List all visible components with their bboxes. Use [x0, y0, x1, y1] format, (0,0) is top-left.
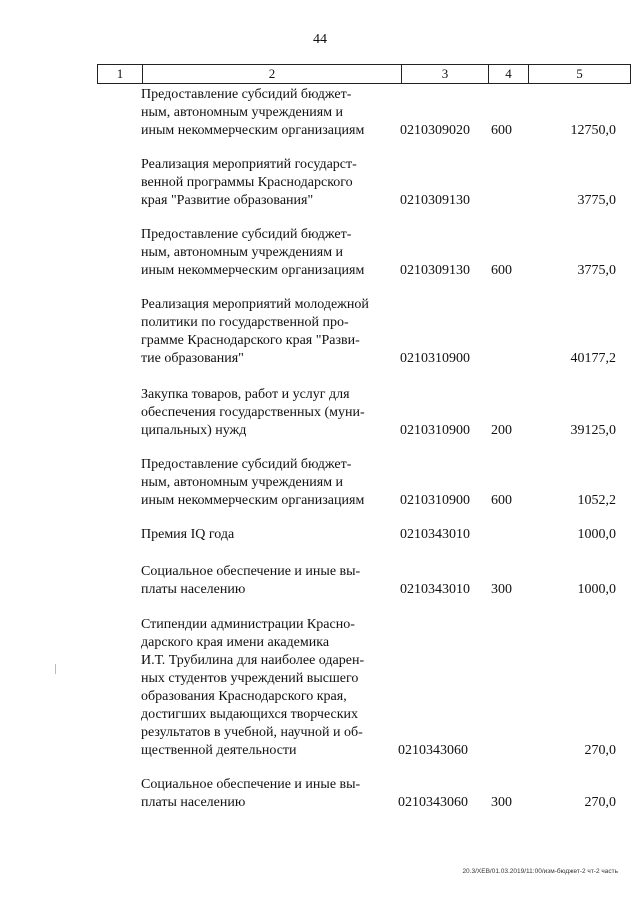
description-line: Закупка товаров, работ и услуг для — [141, 387, 350, 402]
description-line: иным некоммерческим организациям — [141, 123, 365, 138]
row-type: 300 — [491, 582, 512, 597]
row-code: 0210343060 — [398, 743, 468, 758]
description-line: Стипендии администрации Красно- — [141, 617, 355, 632]
row-code: 0210309020 — [400, 123, 470, 138]
description-line: иным некоммерческим организациям — [141, 493, 365, 508]
description-line: иным некоммерческим организациям — [141, 263, 365, 278]
description-line: платы населению — [141, 582, 246, 597]
row-code: 0210343060 — [398, 795, 468, 810]
description-line: Реализация мероприятий государст- — [141, 157, 357, 172]
row-description — [141, 776, 391, 812]
row-description — [141, 616, 391, 760]
row-amount: 3775,0 — [577, 263, 616, 278]
description-line: ным, автономным учреждениям и — [141, 105, 344, 120]
row-type: 300 — [491, 795, 512, 810]
row-type: 600 — [491, 493, 512, 508]
header-col-4: 4 — [489, 65, 529, 83]
row-amount: 1000,0 — [577, 582, 616, 597]
description-line: венной программы Краснодарского — [141, 175, 353, 190]
row-description — [141, 226, 391, 280]
header-col-1: 1 — [98, 65, 143, 83]
row-description — [141, 456, 391, 510]
row-code: 0210310900 — [400, 493, 470, 508]
header-col-2: 2 — [143, 65, 402, 83]
table-header — [97, 64, 631, 84]
row-description — [141, 526, 391, 544]
description-line: Премия IQ года — [141, 527, 235, 542]
row-amount: 1052,2 — [577, 493, 616, 508]
page-number: 44 — [313, 32, 327, 47]
row-amount: 1000,0 — [577, 527, 616, 542]
description-line: ным, автономным учреждениям и — [141, 475, 344, 490]
row-type: 600 — [491, 123, 512, 138]
footer-reference: 20.3/XEB/01.03.2019/11:00/изм-бюджет-2 чт-2 часть — [462, 868, 618, 875]
row-amount: 12750,0 — [570, 123, 616, 138]
description-line: Социальное обеспечение и иные вы- — [141, 777, 361, 792]
description-line: Предоставление субсидий бюджет- — [141, 87, 352, 102]
description-line: обеспечения государственных (муни- — [141, 405, 365, 420]
row-description — [141, 86, 391, 140]
row-description — [141, 386, 391, 440]
row-code: 0210310900 — [400, 351, 470, 366]
description-line: И.Т. Трубилина для наиболее одарен- — [141, 653, 365, 668]
description-line: результатов в учебной, научной и об- — [141, 725, 363, 740]
row-amount: 39125,0 — [570, 423, 616, 438]
header-col-5: 5 — [576, 66, 583, 81]
description-line: дарского края имени академика — [141, 635, 330, 650]
row-code: 0210309130 — [400, 263, 470, 278]
description-line: края "Развитие образования" — [141, 193, 314, 208]
description-line: тие образования" — [141, 351, 244, 366]
header-col-3: 3 — [402, 65, 489, 83]
description-line: грамме Краснодарского края "Разви- — [141, 333, 360, 348]
row-code: 0210343010 — [400, 527, 470, 542]
description-line: Предоставление субсидий бюджет- — [141, 227, 352, 242]
description-line: ципальных) нужд — [141, 423, 247, 438]
description-line: платы населению — [141, 795, 246, 810]
row-amount: 3775,0 — [577, 193, 616, 208]
description-line: Социальное обеспечение и иные вы- — [141, 564, 361, 579]
margin-mark — [55, 664, 56, 674]
description-line: политики по государственной про- — [141, 315, 349, 330]
description-line: ных студентов учреждений высшего — [141, 671, 359, 686]
description-line: Предоставление субсидий бюджет- — [141, 457, 352, 472]
row-code: 0210310900 — [400, 423, 470, 438]
row-type: 200 — [491, 423, 512, 438]
description-line: щественной деятельности — [141, 743, 297, 758]
description-line: Реализация мероприятий молодежной — [141, 297, 369, 312]
row-description — [141, 156, 391, 210]
row-description — [141, 296, 391, 368]
row-code: 0210343010 — [400, 582, 470, 597]
row-type: 600 — [491, 263, 512, 278]
description-line: образования Краснодарского края, — [141, 689, 347, 704]
row-code: 0210309130 — [400, 193, 470, 208]
description-line: ным, автономным учреждениям и — [141, 245, 344, 260]
row-description — [141, 563, 391, 599]
row-amount: 270,0 — [584, 795, 616, 810]
description-line: достигших выдающихся творческих — [141, 707, 359, 722]
row-amount: 270,0 — [584, 743, 616, 758]
row-amount: 40177,2 — [570, 351, 616, 366]
